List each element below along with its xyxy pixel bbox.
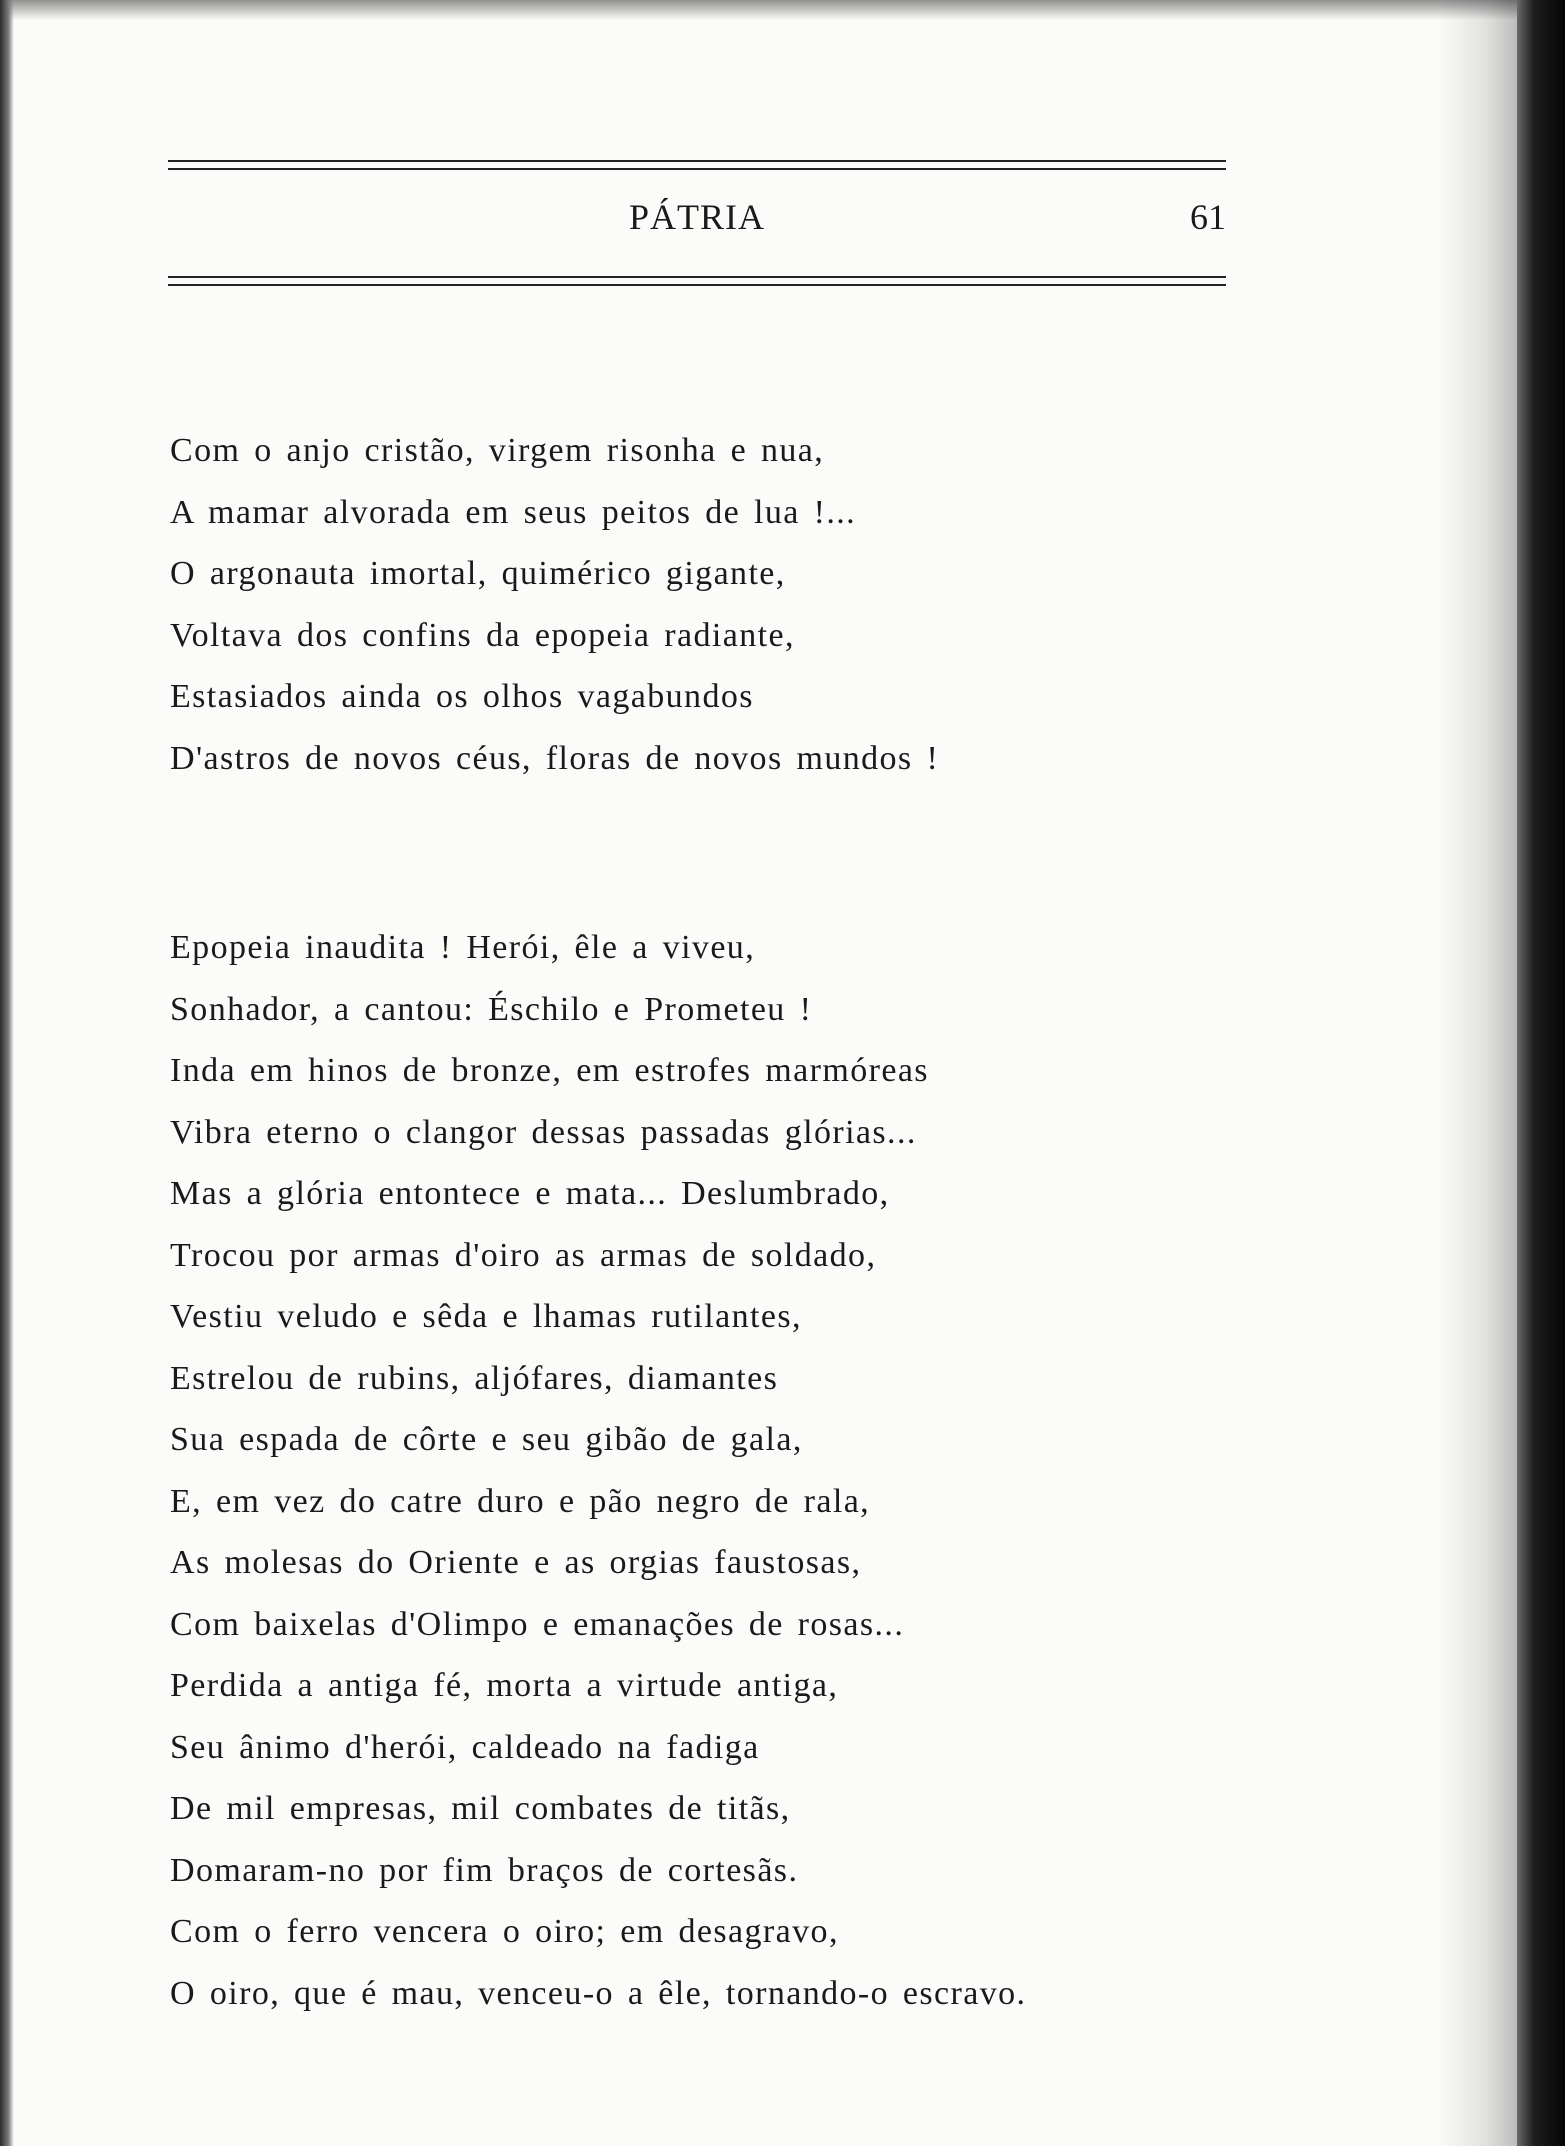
verse-line: Com o ferro vencera o oiro; em desagravo, bbox=[170, 1913, 839, 1950]
verse-line: Estrelou de rubins, aljófares, diamantes bbox=[170, 1359, 779, 1397]
verse-line: Vibra eterno o clangor dessas passadas glórias... bbox=[170, 1113, 917, 1151]
binding-edge bbox=[1517, 0, 1565, 2146]
verse-line: Vestiu veludo e sêda e lhamas rutilantes, bbox=[170, 1298, 802, 1335]
stanza-1 bbox=[170, 420, 1250, 789]
verse-line: Voltava dos confins da epopeia radiante, bbox=[170, 616, 795, 654]
verse-line: As molesas do Oriente e as orgias faustosas, bbox=[170, 1544, 862, 1581]
stanza-2 bbox=[170, 917, 1250, 2024]
verse-line: O argonauta imortal, quimérico gigante, bbox=[170, 555, 786, 592]
verse-line: D'astros de novos céus, floras de novos mundos ! bbox=[170, 739, 940, 777]
verse-line: Epopeia inaudita ! Herói, êle a viveu, bbox=[170, 929, 756, 966]
verse-line: Domaram-no por fim braços de cortesãs. bbox=[170, 1851, 799, 1889]
verse-line: Com baixelas d'Olimpo e emanações de rosas... bbox=[170, 1605, 905, 1643]
scan-left-edge bbox=[0, 0, 14, 2146]
header-bottom-rule bbox=[168, 276, 1226, 286]
verse-line: O oiro, que é mau, venceu-o a êle, tornando-o escravo. bbox=[170, 1974, 1027, 2012]
verse-line: Seu ânimo d'herói, caldeado na fadiga bbox=[170, 1728, 760, 1766]
scan-top-edge bbox=[0, 0, 1565, 20]
poem-body bbox=[170, 420, 1250, 2024]
running-title: PÁTRIA bbox=[628, 197, 765, 237]
verse-line: Perdida a antiga fé, morta a virtude antiga, bbox=[170, 1667, 839, 1704]
running-head bbox=[168, 196, 1226, 252]
verse-line: Trocou por armas d'oiro as armas de soldado, bbox=[170, 1236, 877, 1274]
verse-line: Inda em hinos de bronze, em estrofes marmóreas bbox=[170, 1052, 929, 1089]
binding-shadow bbox=[1437, 0, 1517, 2146]
verse-line: De mil empresas, mil combates de titãs, bbox=[170, 1790, 791, 1827]
verse-line: Sua espada de côrte e seu gibão de gala, bbox=[170, 1421, 803, 1458]
verse-line: Estasiados ainda os olhos vagabundos bbox=[170, 678, 754, 715]
verse-line: Mas a glória entontece e mata... Deslumbrado, bbox=[170, 1175, 890, 1212]
verse-line: Sonhador, a cantou: Éschilo e Prometeu ! bbox=[170, 990, 813, 1028]
header-top-rule bbox=[168, 160, 1226, 170]
page-number: 61 bbox=[1190, 197, 1226, 237]
verse-line: E, em vez do catre duro e pão negro de rala, bbox=[170, 1482, 871, 1520]
verse-line: Com o anjo cristão, virgem risonha e nua, bbox=[170, 432, 825, 469]
verse-line: A mamar alvorada em seus peitos de lua !... bbox=[170, 493, 857, 531]
